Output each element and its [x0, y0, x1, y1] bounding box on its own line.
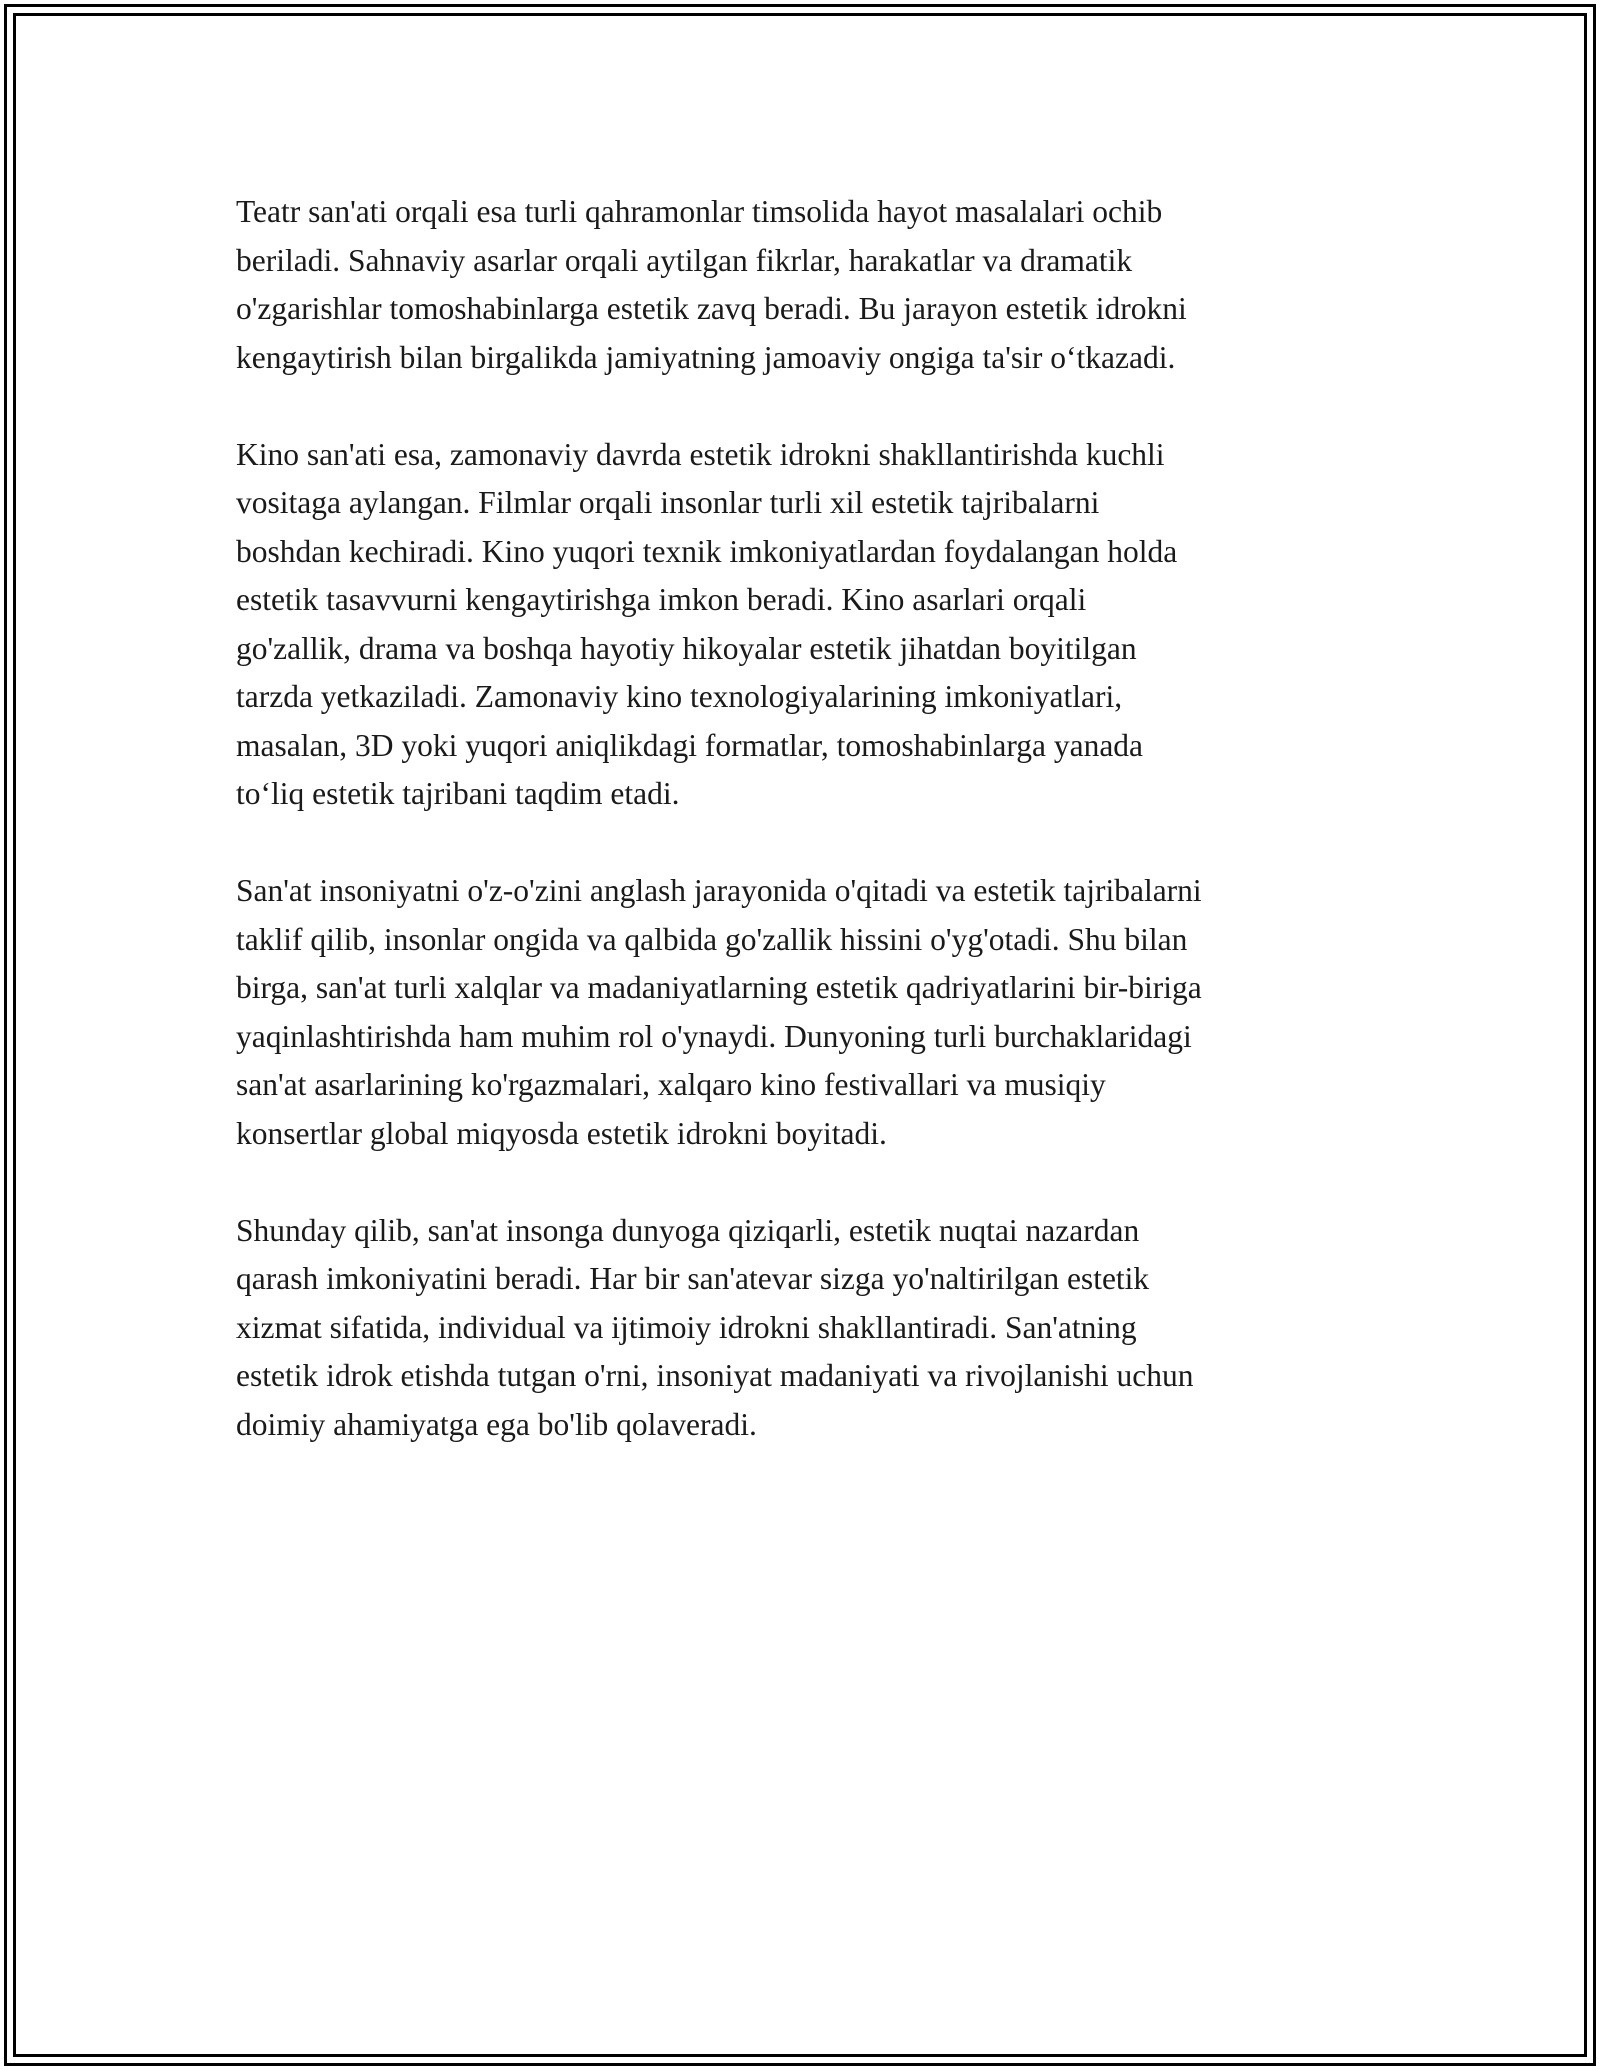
paragraph-art-self-awareness: San'at insoniyatni o'z-o'zini anglash jarayonida o'qitadi va estetik tajribalarni taklif qilib, insonlar ongida va qalbida go'zallik hissini o'yg'otadi. Shu bilan birga, san'at turli xalqlar va madaniyatlarning estetik qadriyatlarini bir-biriga yaqinlashtirishda ham muhim rol o'ynaydi. Dunyoning turli burchaklaridagi san'at asarlarining ko'rgazmalari, xalqaro kino festivallari va musiqiy konsertlar global miqyosda estetik idrokni boyitadi. [236, 873, 1202, 1151]
paragraph-cinema: Kino san'ati esa, zamonaviy davrda estetik idrokni shakllantirishda kuchli vositaga aylangan. Filmlar orqali insonlar turli xil estetik tajribalarni boshdan kechiradi. Kino yuqori texnik imkoniyatlardan foydalangan holda estetik tasavvurni kengaytirishga imkon beradi. Kino asarlari orqali go'zallik, drama va boshqa hayotiy hikoyalar estetik jihatdan boyitilgan tarzda yetkaziladi. Zamonaviy kino texnologiyalarining imkoniyatlari, masalan, 3D yoki yuqori aniqlikdagi formatlar, tomoshabinlarga yanada to‘liq estetik tajribani taqdim etadi. [236, 436, 1178, 811]
paragraph-conclusion: Shunday qilib, san'at insonga dunyoga qiziqarli, estetik nuqtai nazardan qarash imkoniyatini beradi. Har bir san'atevar sizga yo'naltirilgan estetik xizmat sifatida, individual va ijtimoiy idrokni shakllantiradi. San'atning estetik idrok etishda tutgan o'rni, insoniyat madaniyati va rivojlanishi uchun doimiy ahamiyatga ega bo'lib qolaveradi. [236, 1212, 1194, 1442]
paragraph-theatre: Teatr san'ati orqali esa turli qahramonlar timsolida hayot masalalari ochib beriladi. Sahnaviy asarlar orqali aytilgan fikrlar, harakatlar va dramatik o'zgarishlar tomoshabinlarga estetik zavq beradi. Bu jarayon estetik idrokni kengaytirish bilan birgalikda jamiyatning jamoaviy ongiga ta'sir o‘tkazadi. [236, 194, 1187, 375]
document-body [236, 188, 1376, 1498]
